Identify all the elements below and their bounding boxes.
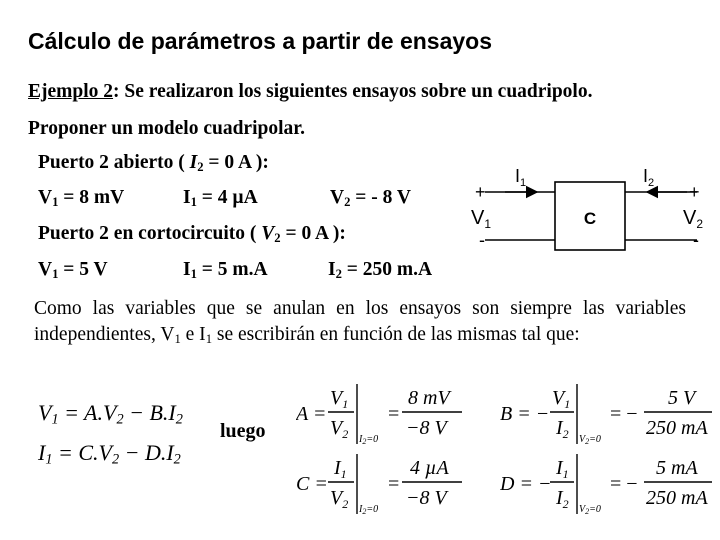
D-rden: 250 mA bbox=[646, 487, 708, 509]
open-i1: $I_1 = 4$ µA bbox=[183, 187, 258, 210]
B-cond: $V_2=0$ bbox=[579, 434, 601, 446]
two-port-diagram bbox=[465, 160, 715, 270]
v2-minus: - bbox=[693, 230, 699, 250]
open-v2: $V_2$ = - 8 V bbox=[330, 187, 412, 210]
D-den: $I_2$ bbox=[556, 487, 569, 511]
short-i1: $I_1 = 5$ m.A bbox=[183, 259, 268, 282]
explanation-paragraph: Como las variables que se anulan en los ensayos son siempre las variables independientes, $V_1$ e $I_1$ se escribirán en función de las mismas tal que: bbox=[34, 298, 686, 347]
example-line2: Proponer un modelo cuadripolar. bbox=[28, 118, 306, 139]
B-lhs: B = − bbox=[500, 403, 550, 425]
B-rden: 250 mA bbox=[646, 417, 708, 439]
example-line bbox=[28, 81, 592, 103]
A-den: $V_2$ bbox=[330, 417, 349, 441]
v1-label: $V_1$ bbox=[471, 207, 492, 231]
equation-v1: $V_1 = A.V_2 - B.I_2$ bbox=[38, 400, 183, 428]
D-lhs: D = − bbox=[500, 473, 552, 495]
short-i2: $I_2 = 250$ m.A bbox=[328, 259, 433, 282]
D-rnum: 5 mA bbox=[656, 457, 698, 479]
B-eq: = − bbox=[610, 403, 638, 425]
luego-text: luego bbox=[220, 420, 266, 442]
i2-label: $I_2$ bbox=[643, 166, 655, 189]
short-v1: $V_1 = 5$ V bbox=[38, 259, 108, 282]
box-label: C bbox=[583, 209, 597, 228]
A-eq: = bbox=[388, 403, 400, 425]
C-den: $V_2$ bbox=[330, 487, 349, 511]
v1-minus: - bbox=[479, 230, 485, 250]
C-rden: −8 V bbox=[406, 487, 447, 509]
C-eq: = bbox=[388, 473, 400, 495]
B-den: $I_2$ bbox=[556, 417, 569, 441]
equation-C bbox=[296, 452, 496, 518]
page-title: Cálculo de parámetros a partir de ensayos bbox=[28, 28, 493, 54]
v1-plus: + bbox=[475, 182, 486, 202]
example-text: : Se realizaron los siguientes ensayos sobre un cuadripolo. bbox=[113, 81, 593, 102]
C-lhs: C = bbox=[296, 473, 328, 495]
A-rden: −8 V bbox=[406, 417, 447, 439]
v2-label: $V_2$ bbox=[683, 207, 704, 231]
short-heading: Puerto 2 en cortocircuito ( $V_2 = 0$ A ): bbox=[38, 223, 346, 246]
v2-plus: + bbox=[689, 182, 700, 202]
D-num: $I_1$ bbox=[556, 457, 569, 481]
open-heading: Puerto 2 abierto ( $I_2 = 0$ A ): bbox=[38, 152, 269, 175]
i1-label: $I_1$ bbox=[515, 166, 527, 189]
C-rnum: 4 µA bbox=[410, 457, 449, 479]
equation-D bbox=[500, 452, 715, 518]
B-rnum: 5 V bbox=[668, 387, 696, 409]
example-label: Ejemplo 2 bbox=[28, 81, 114, 102]
A-cond: $I_2=0$ bbox=[359, 434, 379, 446]
D-eq: = − bbox=[610, 473, 638, 495]
A-num: $V_1$ bbox=[330, 387, 349, 411]
B-num: $V_1$ bbox=[552, 387, 571, 411]
equation-B bbox=[500, 382, 715, 448]
equation-A bbox=[296, 382, 496, 448]
C-cond: $I_2=0$ bbox=[359, 504, 379, 516]
D-cond: $V_2=0$ bbox=[579, 504, 601, 516]
C-num: $I_1$ bbox=[334, 457, 347, 481]
A-lhs: A = bbox=[296, 403, 327, 425]
A-rnum: 8 mV bbox=[408, 387, 450, 409]
equation-i1: $I_1 = C.V_2 - D.I_2$ bbox=[38, 440, 181, 468]
open-v1: $V_1 = 8$ mV bbox=[38, 187, 125, 210]
